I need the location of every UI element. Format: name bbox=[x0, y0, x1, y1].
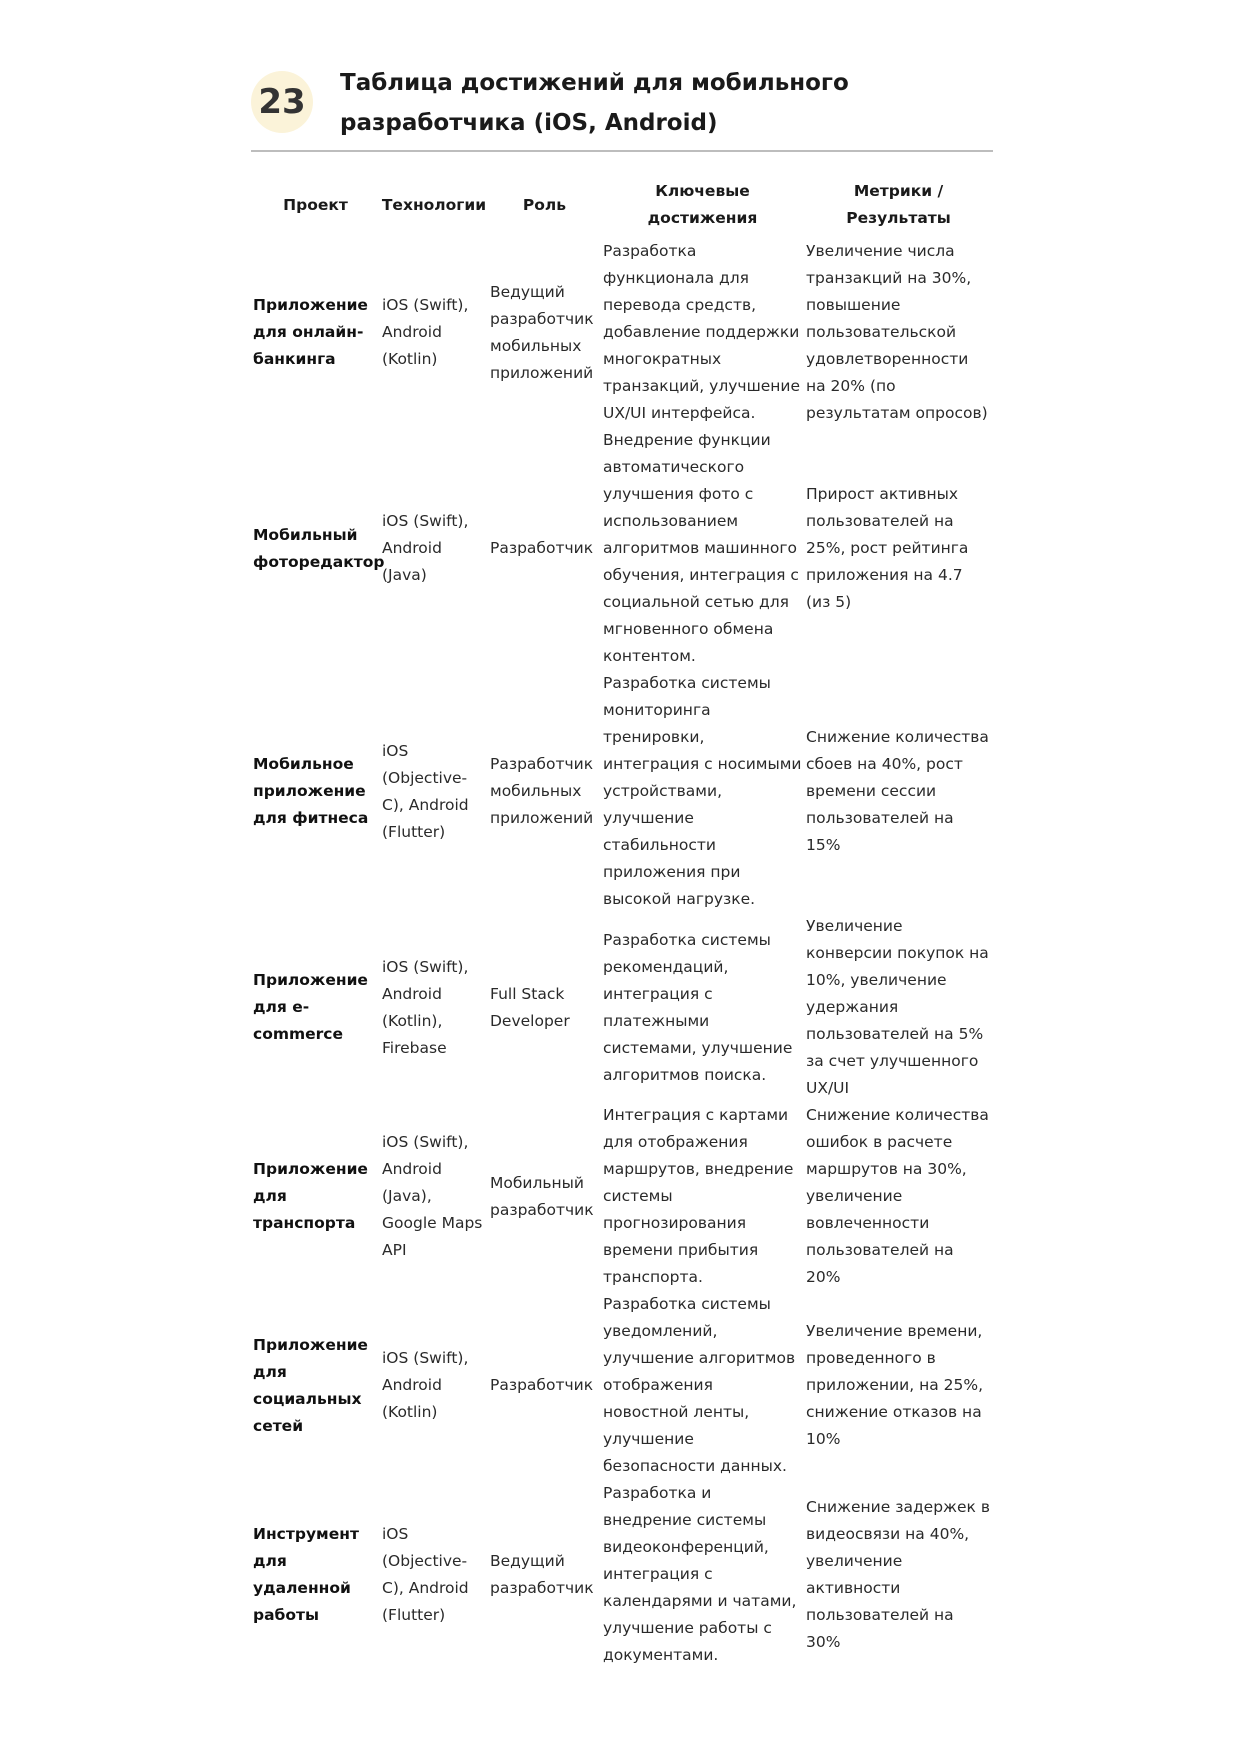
cell-technologies: iOS (Swift), Android (Java), Google Maps API bbox=[382, 1133, 483, 1259]
cell-achievements: Разработка и внедрение системы видеоконференций, интеграция с календарями и чатами, улучшение работы с документами. bbox=[603, 1484, 797, 1664]
column-header-role: Роль bbox=[522, 195, 567, 214]
cell-achievements: Разработка системы мониторинга тренировки, интеграция с носимыми устройствами, улучшение стабильности приложения при высокой нагрузке. bbox=[603, 674, 802, 908]
cell-achievements: Разработка системы уведомлений, улучшение алгоритмов отображения новостной ленты, улучшение безопасности данных. bbox=[603, 1295, 796, 1475]
table-row bbox=[251, 913, 993, 1102]
cell-project: Мобильный фоторедактор bbox=[253, 525, 385, 571]
section-header bbox=[251, 58, 993, 152]
cell-role: Разработчик bbox=[490, 539, 594, 557]
table-row bbox=[251, 1291, 993, 1480]
cell-role: Ведущий разработчик bbox=[490, 1551, 594, 1597]
cell-project: Мобильное приложение для фитнеса bbox=[253, 755, 369, 827]
cell-role: Full Stack Developer bbox=[490, 984, 570, 1030]
page-title-line-2: разработчика (iOS, Android) bbox=[340, 110, 718, 136]
cell-project: Приложение для транспорта bbox=[253, 1160, 368, 1232]
cell-achievements: Внедрение функции автоматического улучшения фото с использованием алгоритмов машинного обучения, интеграция с социальной сетью для мгновенного обмена контентом. bbox=[603, 431, 799, 665]
cell-metrics: Прирост активных пользователей на 25%, рост рейтинга приложения на 4.7 (из 5) bbox=[806, 485, 969, 611]
cell-technologies: iOS (Swift), Android (Kotlin), Firebase bbox=[382, 957, 469, 1057]
cell-metrics: Снижение задержек в видеосвязи на 40%, увеличение активности пользователей на 30% bbox=[806, 1497, 990, 1651]
cell-achievements: Интеграция с картами для отображения маршрутов, внедрение системы прогнозирования времени прибытия транспорта. bbox=[603, 1106, 794, 1286]
cell-project: Приложение для e-commerce bbox=[253, 971, 368, 1043]
column-header-technologies: Технологии bbox=[381, 195, 487, 214]
achievements-table bbox=[251, 178, 993, 1669]
column-header-achievements: Ключевые достижения bbox=[647, 182, 758, 227]
column-header-metrics: Метрики / Результаты bbox=[846, 182, 951, 227]
cell-role: Разработчик мобильных приложений bbox=[490, 755, 594, 827]
document-page bbox=[251, 58, 993, 1669]
table-row bbox=[251, 427, 993, 670]
cell-technologies: iOS (Objective-C), Android (Flutter) bbox=[382, 1524, 469, 1624]
cell-metrics: Снижение количества сбоев на 40%, рост времени сессии пользователей на 15% bbox=[806, 728, 989, 854]
page-title bbox=[340, 61, 849, 143]
cell-project: Приложение для социальных сетей bbox=[253, 1335, 368, 1435]
cell-metrics: Увеличение числа транзакций на 30%, повышение пользовательской удовлетворенности на 20% (по результатам опросов) bbox=[806, 242, 988, 422]
cell-project: Приложение для онлайн-банкинга bbox=[253, 296, 368, 368]
cell-technologies: iOS (Swift), Android (Kotlin) bbox=[382, 1349, 469, 1421]
table-row bbox=[251, 1102, 993, 1291]
cell-metrics: Увеличение конверсии покупок на 10%, увеличение удержания пользователей на 5% за счет улучшенного UX/UI bbox=[806, 917, 989, 1097]
cell-achievements: Разработка системы рекомендаций, интеграция с платежными системами, улучшение алгоритмов поиска. bbox=[603, 930, 793, 1084]
column-header-project: Проект bbox=[283, 195, 348, 214]
table-row bbox=[251, 670, 993, 913]
cell-project: Инструмент для удаленной работы bbox=[253, 1524, 359, 1624]
cell-technologies: iOS (Swift), Android (Java) bbox=[382, 512, 469, 584]
cell-role: Разработчик bbox=[490, 1376, 594, 1394]
page-title-line-1: Таблица достижений для мобильного bbox=[340, 70, 849, 96]
cell-technologies: iOS (Objective-C), Android (Flutter) bbox=[382, 741, 469, 841]
section-number-badge: 23 bbox=[251, 71, 313, 133]
cell-role: Ведущий разработчик мобильных приложений bbox=[490, 282, 594, 382]
cell-role: Мобильный разработчик bbox=[490, 1173, 594, 1219]
table-row bbox=[251, 238, 993, 427]
cell-achievements: Разработка функционала для перевода средств, добавление поддержки многократных транзакций, улучшение UX/UI интерфейса. bbox=[603, 242, 801, 422]
table-row bbox=[251, 1480, 993, 1669]
cell-metrics: Снижение количества ошибок в расчете маршрутов на 30%, увеличение вовлеченности пользователей на 20% bbox=[806, 1106, 989, 1286]
table-header-row bbox=[251, 178, 993, 238]
cell-technologies: iOS (Swift), Android (Kotlin) bbox=[382, 296, 469, 368]
cell-metrics: Увеличение времени, проведенного в приложении, на 25%, снижение отказов на 10% bbox=[806, 1322, 984, 1448]
